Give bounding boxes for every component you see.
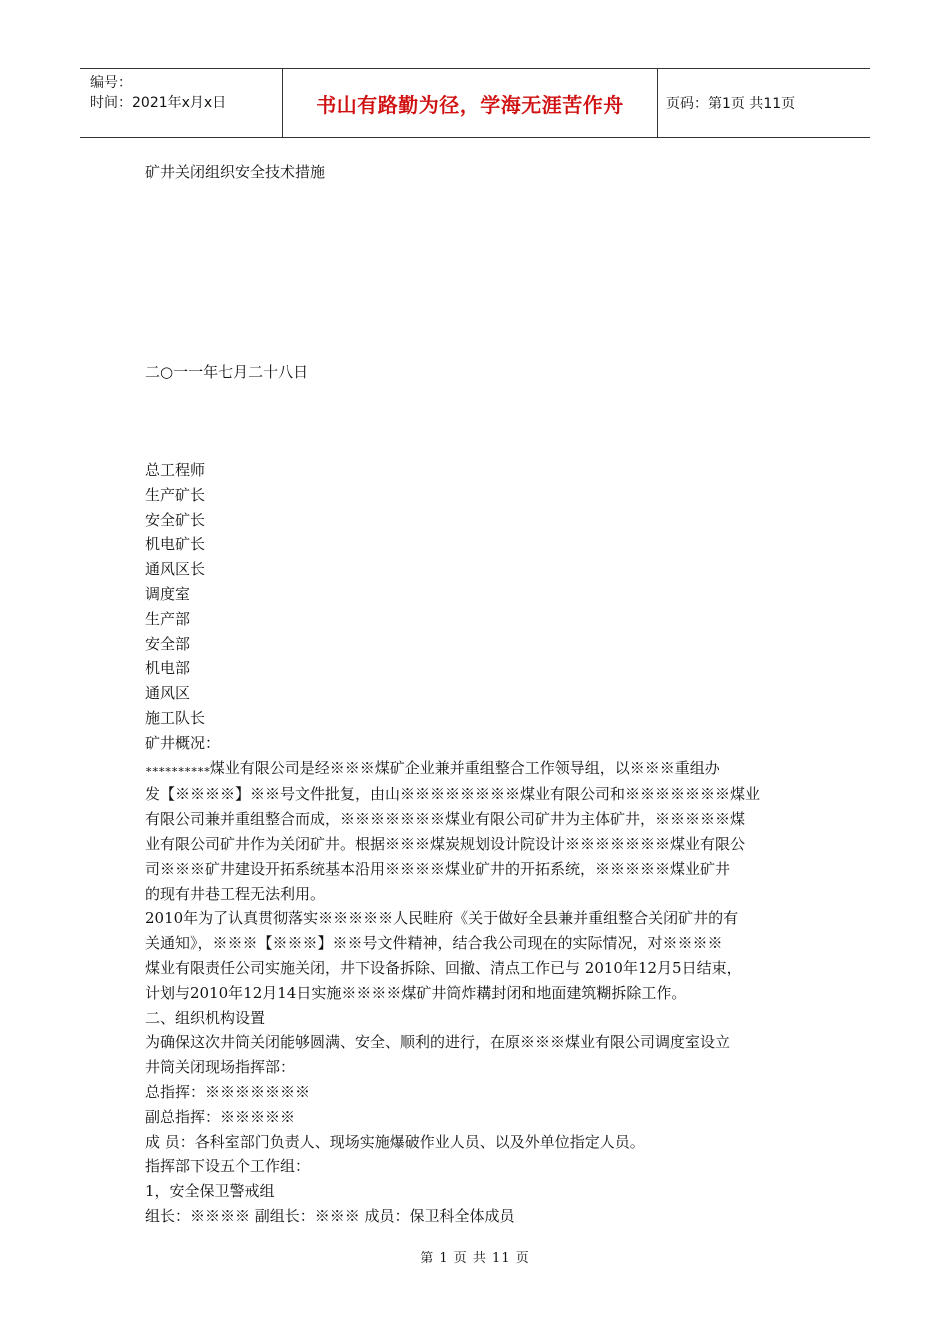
paragraph-line: 计划与2010年12月14日实施※※※※煤矿井筒炸耩封闭和地面建筑糊拆除工作。 — [145, 983, 687, 1002]
role-line: 机电部 — [145, 659, 191, 678]
header-page-info: 页码：第1页 共11页 — [666, 96, 796, 112]
paragraph-line: 副总指挥：※※※※※ — [145, 1107, 296, 1126]
serial-label: 编号： — [90, 75, 132, 91]
role-line: 通风区长 — [145, 560, 206, 579]
role-line: 生产部 — [145, 609, 191, 628]
section-heading: 矿井概况： — [145, 733, 221, 752]
paragraph-line: 2010年为了认真贯彻落实※※※※※人民畦府《关于做好全县兼并重组整合关闭矿井的有 — [145, 909, 739, 928]
paragraph-line: 井筒关闭现场指挥部： — [145, 1058, 296, 1077]
paragraph-line: 成 员：各科室部门负责人、现场实施爆破作业人员、以及外单位指定人员。 — [145, 1132, 645, 1151]
overview-line: 有限公司兼并重组整合而成，※※※※※※※煤业有限公司矿井为主体矿井，※※※※※煤 — [145, 810, 746, 829]
paragraph-line: 总指挥：※※※※※※※ — [145, 1082, 311, 1101]
role-line: 生产矿长 — [145, 485, 206, 504]
paragraph-line: 关通知》，※※※【※※※】※※号文件精神，结合我公司现在的实际情况，对※※※※ — [145, 934, 723, 953]
role-line: 机电矿长 — [145, 535, 206, 554]
overview-line: 业有限公司矿井作为关闭矿井。根据※※※煤炭规划设计院设计※※※※※※※煤业有限公 — [145, 834, 746, 853]
document-header — [80, 68, 870, 138]
role-line: 通风区 — [145, 684, 191, 703]
time-label: 时间：2021年x月x日 — [90, 95, 227, 111]
paragraph-line: 煤业有限责任公司实施关闭，井下设备拆除、回撤、清点工作已与 2010年12月5日结束， — [145, 958, 742, 977]
overview-line: 司※※※矿井建设开拓系统基本沿用※※※※煤业矿井的开拓系统，※※※※※煤业矿井 — [145, 859, 731, 878]
role-line: 调度室 — [145, 584, 191, 603]
role-line: 总工程师 — [145, 461, 206, 479]
section-heading: 二、组织机构设置 — [145, 1008, 266, 1027]
paragraph-line: 为确保这次井筒关闭能够圆满、安全、顺利的进行，在原※※※煤业有限公司调度室设立 — [145, 1033, 731, 1052]
paragraph-line: 指挥部下设五个工作组： — [145, 1157, 311, 1176]
role-line: 安全部 — [145, 634, 191, 653]
stars-mark: ∗∗∗∗∗∗∗∗∗∗ — [145, 762, 210, 776]
role-line: 施工队长 — [145, 708, 206, 727]
overview-line — [145, 756, 825, 783]
header-meta — [80, 69, 282, 137]
header-motto: 书山有路勤为径，学海无涯苦作舟 — [282, 69, 658, 137]
role-line: 安全矿长 — [145, 510, 206, 529]
document-title: 矿井关闭组织安全技术措施 — [145, 163, 326, 181]
overview-line: 发【※※※※】※※号文件批复，由山※※※※※※※※煤业有限公司和※※※※※※※煤业 — [145, 785, 761, 804]
overview-line: 的现有井巷工程无法利用。 — [145, 884, 326, 903]
page-footer: 第 1 页 共 11 页 — [420, 1251, 530, 1266]
document-body — [145, 458, 825, 1229]
paragraph-line: 组长：※※※※ 副组长：※※※ 成员：保卫科全体成员 — [145, 1206, 515, 1225]
document-date: 二○一一年七月二十八日 — [145, 363, 309, 381]
overview-text: 煤业有限公司是经※※※煤矿企业兼并重组整合工作领导组，以※※※重组办 — [209, 758, 720, 777]
paragraph-line: 1，安全保卫警戒组 — [145, 1182, 275, 1201]
